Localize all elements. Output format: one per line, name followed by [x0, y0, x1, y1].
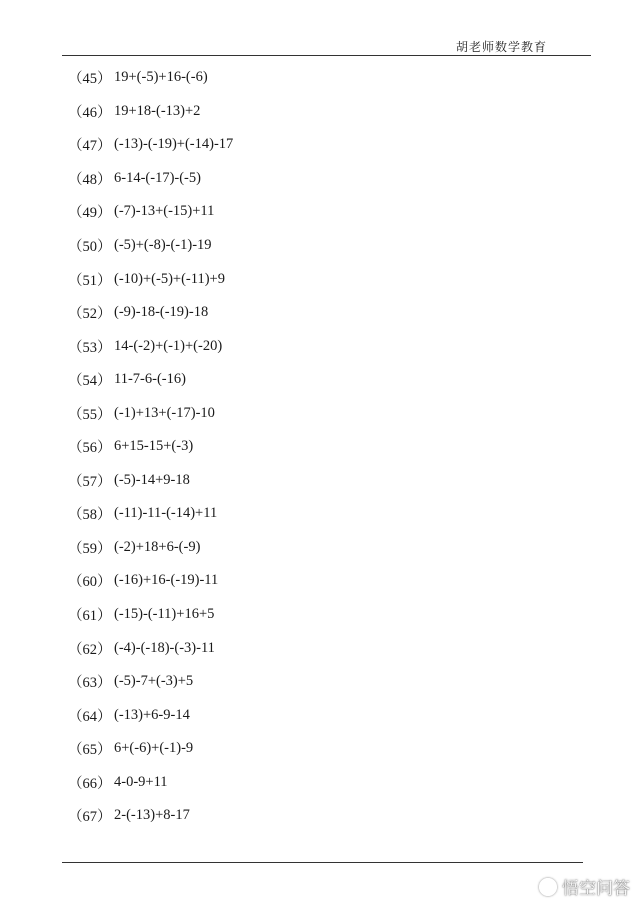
problem-expression: (-15)-(-11)+16+5 [114, 606, 215, 623]
problem-number: （59） [68, 540, 112, 557]
problem-item [68, 497, 233, 531]
problem-number: （47） [68, 138, 112, 155]
problem-item [68, 195, 233, 229]
problem-expression: (-5)+(-8)-(-1)-19 [114, 237, 212, 253]
problem-item [68, 363, 233, 397]
problem-item [68, 464, 233, 498]
wukong-logo-icon [539, 878, 557, 896]
problem-item [68, 665, 233, 699]
problem-number: （64） [68, 708, 112, 725]
problem-expression: (-7)-13+(-15)+11 [114, 203, 215, 220]
problem-expression: 2-(-13)+8-17 [114, 807, 190, 824]
problem-expression: (-5)-7+(-3)+5 [114, 673, 194, 690]
problem-number: （54） [68, 373, 112, 390]
problem-number: （55） [68, 406, 112, 423]
problem-item [68, 61, 233, 95]
problem-expression: (-11)-11-(-14)+11 [114, 505, 218, 522]
problem-expression: (-16)+16-(-19)-11 [114, 572, 219, 589]
problem-item [68, 698, 233, 732]
problem-number: （66） [68, 775, 112, 792]
problem-expression: (-4)-(-18)-(-3)-11 [114, 639, 215, 656]
problem-item [68, 531, 233, 565]
problem-expression: (-13)-(-19)+(-14)-17 [114, 136, 234, 153]
problem-item [68, 296, 233, 330]
footer-divider [62, 862, 583, 863]
problem-item [68, 262, 233, 296]
problem-item [68, 765, 233, 799]
problem-expression: 19+(-5)+16-(-6) [114, 69, 208, 86]
problem-expression: 4-0-9+11 [114, 773, 168, 790]
problem-expression: (-13)+6-9-14 [114, 706, 190, 723]
problem-number: （46） [68, 104, 112, 121]
problem-item [68, 162, 233, 196]
header-title: 胡老师数学教育 [455, 40, 547, 54]
problem-number: （58） [68, 507, 112, 524]
problem-number: （45） [68, 71, 112, 88]
problem-number: （67） [68, 809, 112, 826]
problem-expression: 6+15-15+(-3) [114, 438, 194, 455]
problem-number: （51） [68, 272, 112, 289]
problem-item [68, 564, 233, 598]
problem-item [68, 229, 233, 263]
watermark [539, 874, 630, 899]
problem-item [68, 329, 233, 363]
problem-number: （53） [68, 339, 112, 356]
problem-expression: (-1)+13+(-17)-10 [114, 404, 215, 421]
problem-number: （50） [68, 239, 112, 255]
problem-expression: 11-7-6-(-16) [114, 371, 186, 388]
problem-item [68, 732, 233, 766]
problem-number: （62） [68, 641, 112, 658]
problem-number: （57） [68, 473, 112, 490]
problem-expression: (-10)+(-5)+(-11)+9 [114, 270, 225, 287]
problem-number: （49） [68, 205, 112, 222]
problem-expression: (-5)-14+9-18 [114, 471, 190, 488]
problem-item [68, 430, 233, 464]
problem-number: （65） [68, 742, 112, 759]
problem-item [68, 95, 233, 129]
problem-item [68, 128, 233, 162]
problem-expression: (-9)-18-(-19)-18 [114, 304, 209, 321]
problem-expression: 6+(-6)+(-1)-9 [114, 740, 194, 757]
problem-list [68, 61, 233, 833]
problem-number: （52） [68, 306, 112, 323]
problem-item [68, 631, 233, 665]
problem-expression: 19+18-(-13)+2 [114, 102, 201, 119]
problem-number: （63） [68, 675, 112, 692]
problem-number: （60） [68, 574, 112, 591]
watermark-text: 悟空问答 [562, 879, 630, 899]
problem-expression: 14-(-2)+(-1)+(-20) [114, 337, 223, 354]
problem-item [68, 799, 233, 833]
header-divider [62, 55, 591, 56]
problem-number: （56） [68, 440, 112, 457]
problem-item [68, 598, 233, 632]
problem-item [68, 396, 233, 430]
problem-number: （61） [68, 608, 112, 625]
problem-expression: (-2)+18+6-(-9) [114, 538, 201, 555]
problem-number: （48） [68, 171, 112, 188]
problem-expression: 6-14-(-17)-(-5) [114, 169, 201, 186]
